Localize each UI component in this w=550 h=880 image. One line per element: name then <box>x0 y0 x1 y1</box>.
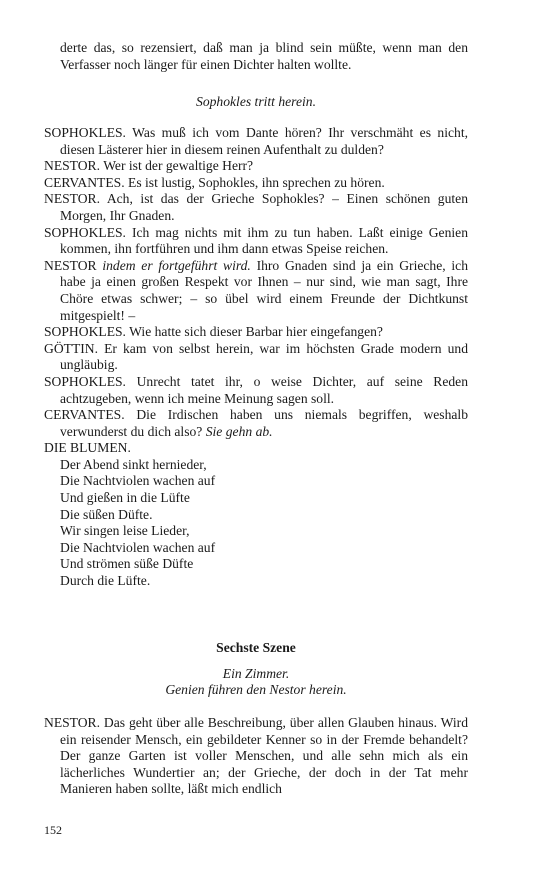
stage-direction: Sophokles tritt herein. <box>196 94 316 109</box>
dialogue-line <box>44 324 468 341</box>
verse-line: Die Nachtviolen wachen auf <box>60 473 216 489</box>
dialogue-line <box>44 440 468 457</box>
song-verse <box>44 457 468 590</box>
stage-direction-inline: indem er fortgeführt wird. <box>102 257 251 273</box>
dialogue-line <box>44 225 468 258</box>
dialogue-line <box>44 175 468 192</box>
speaker-name: CERVANTES. <box>44 174 125 190</box>
speaker-name: NESTOR. <box>44 191 101 207</box>
dialogue-line <box>44 407 468 440</box>
dialogue-line <box>44 258 468 324</box>
final-dialogue <box>44 715 468 798</box>
speech-text: Das geht über alle Beschreibung, über allen Glauben hinaus. Wird ein reisender Mensch, ein gebildeter Kenner so in der Fremde behandelt? Der ganze Garten ist voller Menschen, und alle sehn mich als ein lächerliches Wundertier an; der Grieche, der doch in der Tat mehr Manieren haben sollte, läßt mich endlich <box>60 715 468 797</box>
continuation-paragraph <box>44 40 468 73</box>
speaker-name: NESTOR. <box>44 715 101 730</box>
verse-line: Wir singen leise Lieder, <box>60 523 190 539</box>
speech-text: Es ist lustig, Sophokles, ihn sprechen zu hören. <box>128 174 385 190</box>
page-number: 152 <box>44 823 62 837</box>
speech-text: Die Irdischen haben uns niemals begriffen, weshalb verwunderst du dich also? <box>60 407 468 439</box>
speaker-name: SOPHOKLES. <box>44 125 126 140</box>
continuation-text: derte das, so rezensiert, daß man ja blind sein müßte, wenn man den Verfasser noch länger für einen Dichter halten wollte. <box>60 40 468 72</box>
verse-line: Und gießen in die Lüfte <box>60 490 190 506</box>
speaker-name: SOPHOKLES. <box>44 224 126 240</box>
scene-direction: Ein Zimmer. <box>222 666 290 681</box>
dialogue-line <box>44 374 468 407</box>
speaker-name: SOPHOKLES. <box>44 373 126 389</box>
speech-text: Unrecht tatet ihr, o weise Dichter, auf seine Reden achtzugeben, wenn ich meine Meinung sagen soll. <box>60 373 469 406</box>
verse-line: Die süßen Düfte. <box>60 506 153 522</box>
dialogue-line <box>44 715 468 798</box>
stage-direction-inline: Sie gehn ab. <box>205 423 273 439</box>
speech-text: Wie hatte sich dieser Barbar hier eingefangen? <box>129 324 383 340</box>
speech-text: Was muß ich vom Dante hören? Ihr verschmäht es nicht, diesen Lästerer hier in diesem reinen Aufenthalt zu dulden? <box>60 125 468 157</box>
speech-text: Wer ist der gewaltige Herr? <box>103 158 254 174</box>
dialogue-line <box>44 191 468 224</box>
speaker-name: SOPHOKLES. <box>44 324 126 340</box>
speech-text: Ihro Gnaden sind ja ein Grieche, ich habe ja einen großen Respekt vor Ihnen – nur sind, wie man sagt, Ihre Chöre etwas schwer; – so übel wird einem Freunde der Dichtkunst mitgespielt! – <box>60 257 468 323</box>
dialogue-line <box>44 158 468 175</box>
speech-text: Er kam von selbst herein, war im höchsten Grade modern und ungläubig. <box>60 340 469 373</box>
verse-line: Durch die Lüfte. <box>60 573 151 589</box>
dialogue-section <box>44 125 468 590</box>
speaker-name: NESTOR. <box>44 158 101 174</box>
verse-line: Und strömen süße Düfte <box>60 556 194 572</box>
scene-heading: Sechste Szene <box>216 640 296 655</box>
speech-text: Ich mag nichts mit ihm zu tun haben. Laßt einige Genien kommen, ihn fortführen und ihm dann etwas Speise reichen. <box>60 224 468 257</box>
verse-line: Der Abend sinkt hernieder, <box>60 456 207 472</box>
verse-line: Die Nachtviolen wachen auf <box>60 539 216 555</box>
scene-direction: Genien führen den Nestor herein. <box>165 682 347 697</box>
speaker-name: CERVANTES. <box>44 407 125 423</box>
speaker-name: NESTOR <box>44 257 97 273</box>
speaker-name: DIE BLUMEN. <box>44 440 131 456</box>
speaker-name: GÖTTIN. <box>44 340 98 356</box>
speech-text: Ach, ist das der Grieche Sophokles? – Einen schönen guten Morgen, Ihr Gnaden. <box>60 191 468 223</box>
dialogue-line <box>44 341 468 374</box>
dialogue-line <box>44 125 468 158</box>
